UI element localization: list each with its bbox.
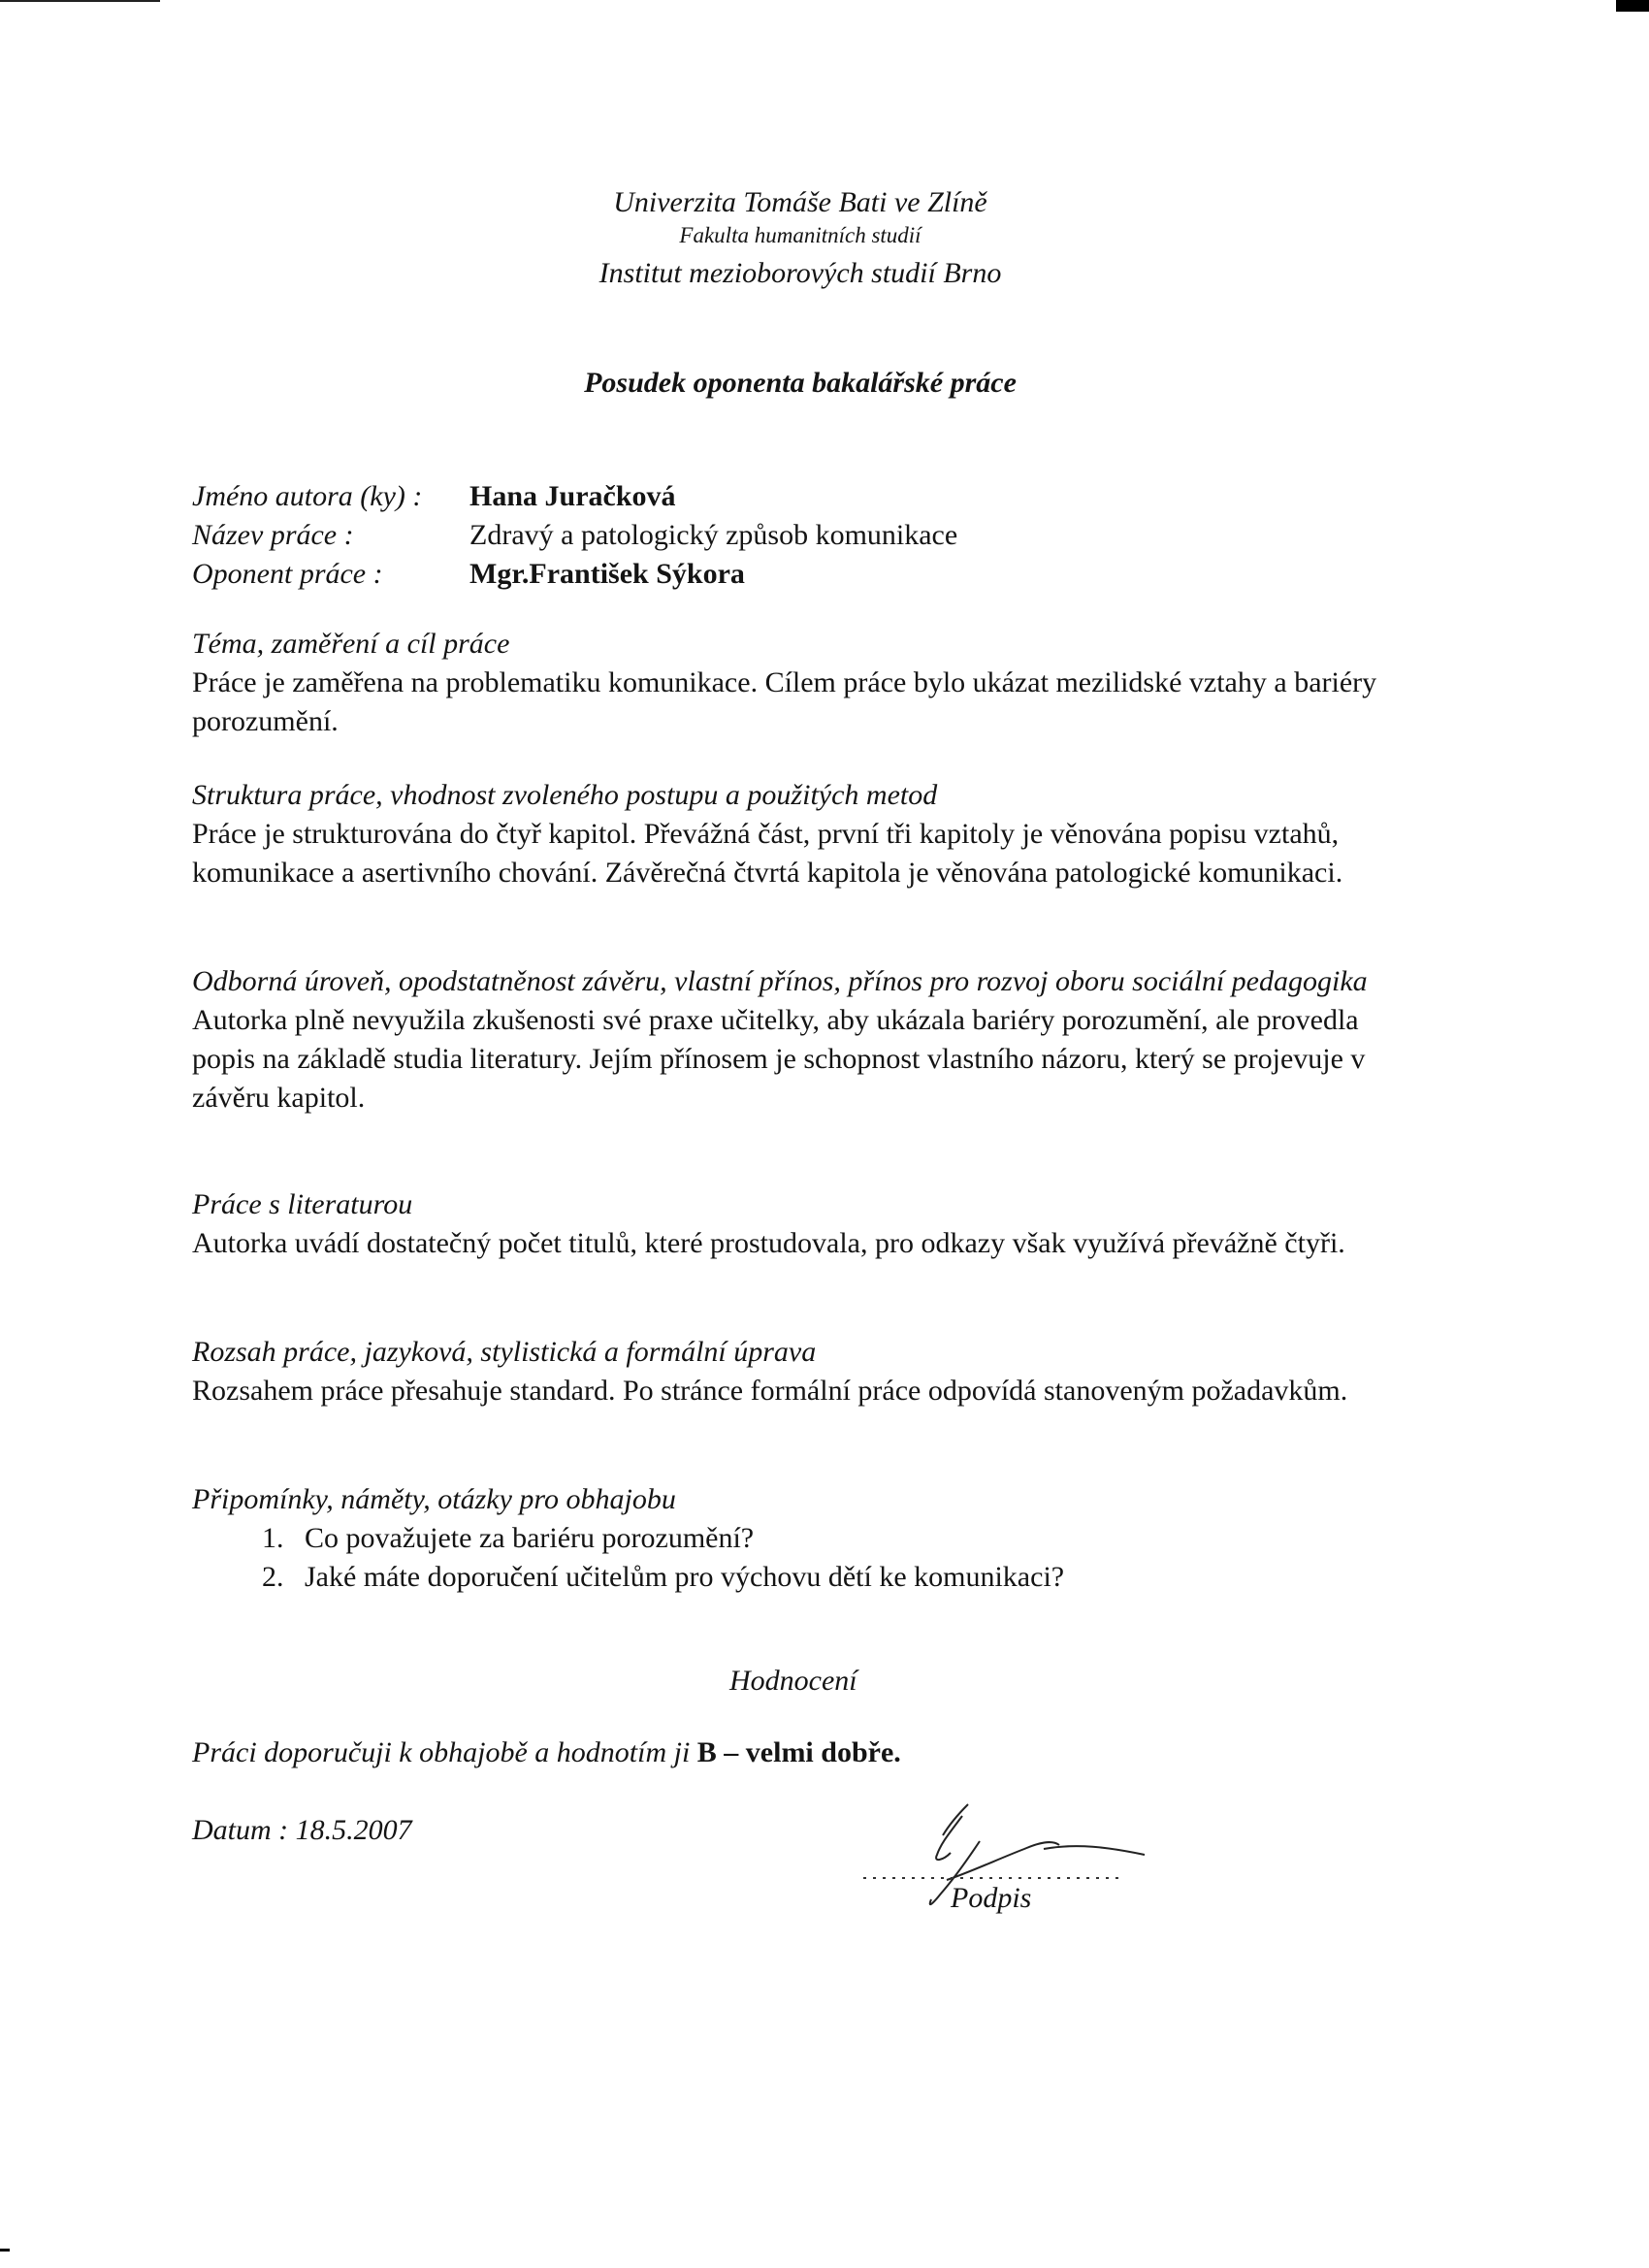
section-body: Rozsahem práce přesahuje standard. Po stránce formální práce odpovídá stanoveným požadavkům.	[192, 1375, 1348, 1407]
evaluation-grade: B – velmi dobře.	[696, 1736, 901, 1768]
section-body: Autorka uvádí dostatečný počet titulů, které prostudovala, pro odkazy však využívá převážně čtyři.	[192, 1227, 1345, 1259]
faculty-name: Fakulta humanitních studií	[679, 223, 922, 247]
evaluation-text	[192, 1736, 901, 1769]
author-value: Hana Juračková	[469, 480, 676, 512]
section-body: Práce je strukturována do čtyř kapitol. Převážná část, první tři kapitoly je věnována popisu vztahů, komunikace a asertivního chování. Závěrečná čtvrtá kapitola je věnována patologické komunikaci.	[192, 818, 1343, 889]
date: Datum : 18.5.2007	[192, 1814, 412, 1846]
section-level	[192, 962, 1414, 1118]
signature-label: Podpis	[951, 1882, 1032, 1914]
section-title: Připomínky, náměty, otázky pro obhajobu	[192, 1483, 676, 1515]
section-questions	[192, 1480, 1414, 1597]
section-scope	[192, 1333, 1414, 1410]
opponent-value: Mgr.František Sýkora	[469, 558, 745, 590]
evaluation-title: Hodnocení	[729, 1665, 857, 1697]
scan-mark	[1616, 0, 1649, 12]
section-body: Autorka plně nevyužila zkušenosti své praxe učitelky, aby ukázala bariéry porozumění, ale provedla popis na základě studia literatury. Jejím přínosem je schopnost vlastního názoru, který se projevuje v závěru kapitol.	[192, 1004, 1366, 1114]
section-title: Odborná úroveň, opodstatněnost závěru, vlastní přínos, přínos pro rozvoj oboru sociální pedagogika	[192, 965, 1368, 997]
question-item: 2. Jaké máte doporučení učitelům pro výchovu dětí ke komunikaci?	[291, 1558, 1414, 1597]
section-title: Struktura práce, vhodnost zvoleného postupu a použitých metod	[192, 779, 938, 811]
section-title: Práce s literaturou	[192, 1188, 413, 1220]
section-title: Rozsah práce, jazyková, stylistická a formální úprava	[192, 1336, 817, 1368]
section-structure	[192, 776, 1414, 892]
title-label: Název práce :	[192, 519, 354, 551]
section-topic	[192, 625, 1414, 741]
institute-name: Institut mezioborových studií Brno	[598, 257, 1002, 289]
section-literature	[192, 1185, 1414, 1263]
author-label: Jméno autora (ky) :	[192, 480, 423, 512]
scan-mark	[0, 2249, 10, 2252]
evaluation-lead: Práci doporučuji k obhajobě a hodnotím ji	[192, 1736, 691, 1768]
question-list	[192, 1519, 1414, 1597]
document-title: Posudek oponenta bakalářské práce	[584, 367, 1017, 399]
question-item: 1. Co považujete za bariéru porozumění?	[291, 1519, 1414, 1558]
scan-edge-line	[0, 0, 160, 2]
opponent-label: Oponent práce :	[192, 558, 383, 590]
title-value: Zdravý a patologický způsob komunikace	[469, 519, 958, 551]
section-body: Práce je zaměřena na problematiku komunikace. Cílem práce bylo ukázat mezilidské vztahy a bariéry porozumění.	[192, 666, 1377, 737]
section-title: Téma, zaměření a cíl práce	[192, 628, 510, 660]
university-name: Univerzita Tomáše Bati ve Zlíně	[613, 186, 987, 218]
